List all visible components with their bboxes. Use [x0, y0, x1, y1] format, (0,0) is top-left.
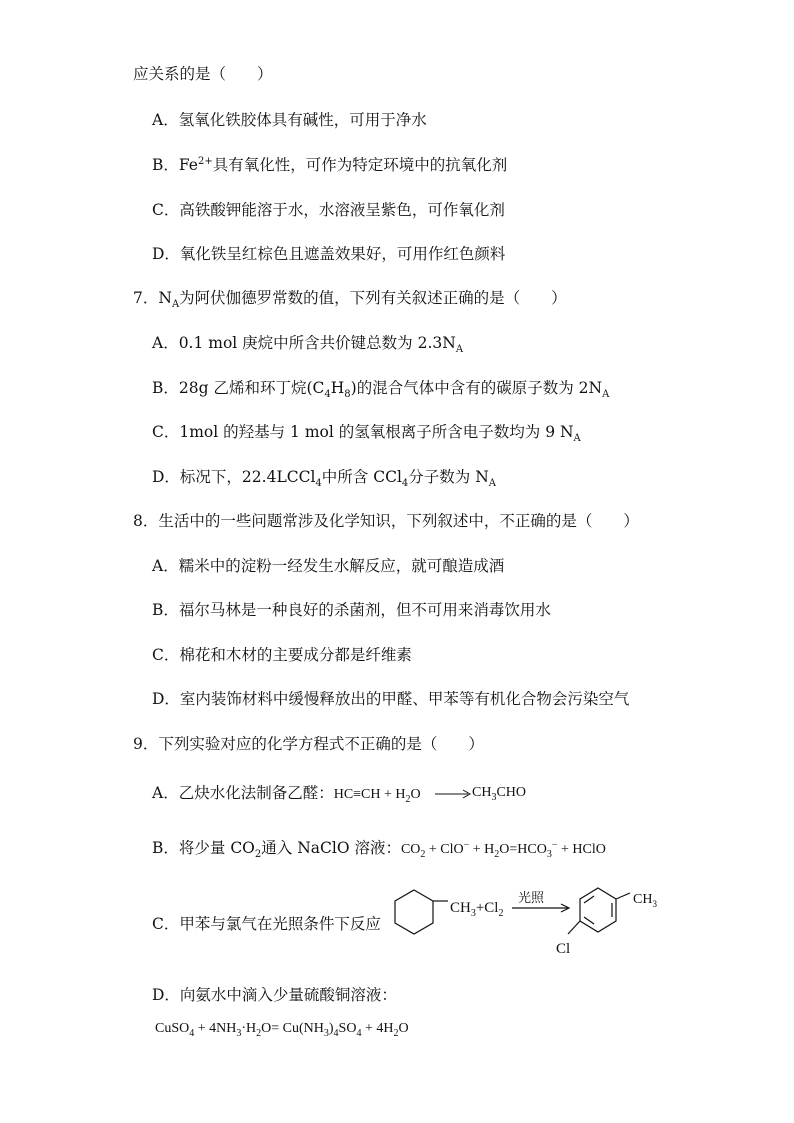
q8-option-d: D．室内装饰材料中缓慢释放出的甲醛、甲苯等有机化合物会污染空气: [152, 690, 630, 708]
q6-option-d: D．氧化铁呈红棕色且遮盖效果好，可用作红色颜料: [152, 245, 506, 263]
q6-option-a: A．氢氧化铁胶体具有碱性，可用于净水: [152, 111, 427, 129]
q9-option-a: A．乙炔水化法制备乙醛：$HC\equiv CH + H_2O$: [152, 784, 421, 805]
reaction-condition: 光照: [518, 890, 545, 905]
q9-option-c-label: C．甲苯与氯气在光照条件下反应: [152, 915, 381, 933]
q7-stem: 7．$N_A$为阿伏伽德罗常数的值，下列有关叙述正确的是（ ）: [133, 289, 567, 311]
q6-option-b: B．$Fe^{2+}$具有氧化性，可作为特定环境中的抗氧化剂: [152, 155, 508, 174]
q9-stem: 9．下列实验对应的化学方程式不正确的是（ ）: [133, 735, 484, 753]
product-methyl: $CH_3$: [633, 892, 657, 909]
q9-option-d-equation: CuSO$_4$ + $4NH_3\cdot H_2O= Cu(NH_3)_4SO_4 + 4H_2O$: [155, 1021, 409, 1039]
q7-option-c: C．1mol 的羟基与 1 mol 的氢氧根离子所含电子数均为 9 $N_A$: [152, 423, 581, 445]
q8-option-c: C．棉花和木材的主要成分都是纤维素: [152, 646, 412, 664]
q9-option-b: B．将少量 $CO_2$通入 NaClO 溶液：$CO_2 + ClO^- + H_2O=HCO_3^-$ + HClO: [152, 839, 606, 861]
q7-option-d: D．标况下，22.4LCCl$_4$中所含 CCl$_4$分子数为 $N_A$: [152, 468, 497, 490]
q7-option-a: A．0.1 mol 庚烷中所含共价键总数为 $2.3N_A$: [152, 334, 464, 356]
q8-option-a: A．糯米中的淀粉一经发生水解反应，就可酿造成酒: [152, 557, 505, 575]
benzene-ring-product: [580, 888, 616, 932]
benzene-ring-reactant: [395, 890, 433, 934]
q6-stem-tail: 应关系的是（ ）: [133, 65, 273, 83]
q8-stem: 8．生活中的一些问题常涉及化学知识，下列叙述中，不正确的是（ ）: [133, 512, 639, 530]
reaction-arrow: [434, 788, 472, 800]
q9-a-product: $CH_3CHO$: [472, 785, 527, 803]
q8-option-b: B．福尔马林是一种良好的杀菌剂，但不可用来消毒饮用水: [152, 601, 551, 619]
product-chlorine: Cl: [556, 941, 571, 957]
toluene-reagents: $CH_3+Cl_2$: [450, 900, 504, 919]
q9-option-d-label: D．向氨水中滴入少量硫酸铜溶液：: [152, 986, 397, 1004]
q7-option-b: B．28g 乙烯和环丁烷$(C_4H_8)$的混合气体中含有的碳原子数为 $2N_A$: [152, 379, 610, 401]
toluene-chlorination-scheme: [390, 880, 680, 960]
q6-option-c: C．高铁酸钾能溶于水，水溶液呈紫色，可作氧化剂: [152, 201, 505, 219]
